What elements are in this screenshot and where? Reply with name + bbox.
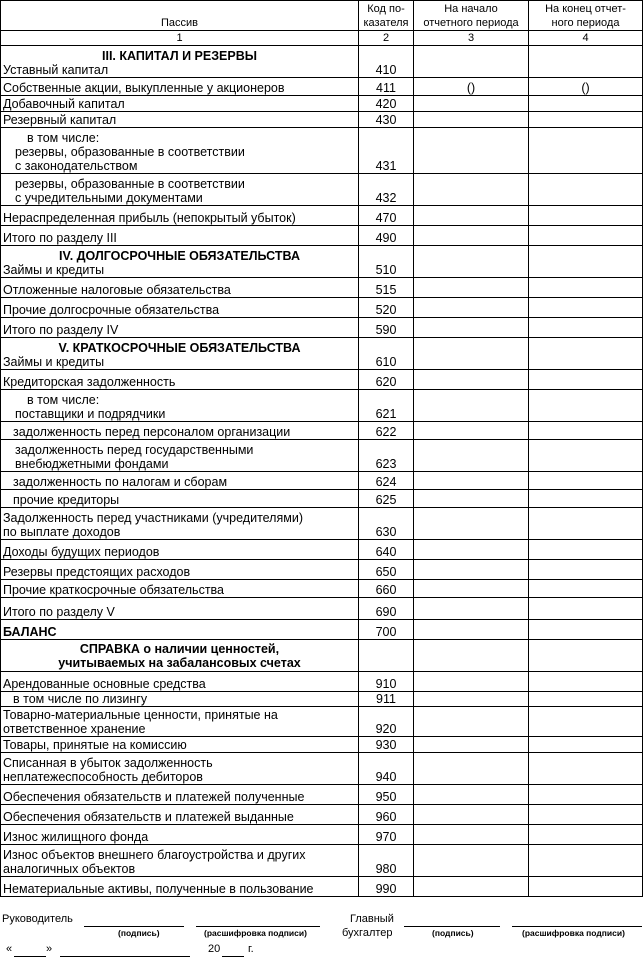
table-row-label: в том числе: резервы, образованные в соответствии с законодательством bbox=[1, 128, 359, 174]
value-cell[interactable] bbox=[529, 226, 643, 246]
value-cell[interactable] bbox=[414, 508, 529, 540]
row-code: 431 bbox=[359, 128, 414, 174]
value-cell[interactable] bbox=[529, 370, 643, 390]
table-row-label: Обеспечения обязательств и платежей выданные bbox=[1, 805, 359, 825]
value-cell[interactable] bbox=[529, 422, 643, 440]
value-cell[interactable] bbox=[414, 318, 529, 338]
value-cell[interactable] bbox=[414, 785, 529, 805]
off-balance-header: СПРАВКА о наличии ценностей, учитываемых на забалансовых счетах bbox=[1, 640, 359, 672]
row-code: 650 bbox=[359, 560, 414, 580]
value-cell[interactable] bbox=[414, 540, 529, 560]
section-title: V. КРАТКОСРОЧНЫЕ ОБЯЗАТЕЛЬСТВА bbox=[58, 341, 301, 355]
value-cell[interactable] bbox=[529, 338, 643, 370]
value-cell[interactable] bbox=[529, 246, 643, 278]
col-header-end: На конец отчет- ного периода bbox=[529, 1, 643, 31]
value-cell[interactable] bbox=[414, 206, 529, 226]
value-cell[interactable] bbox=[414, 707, 529, 737]
row-code: 411 bbox=[359, 78, 414, 96]
col-number: 2 bbox=[359, 31, 414, 46]
value-cell[interactable] bbox=[529, 278, 643, 298]
value-cell[interactable] bbox=[529, 440, 643, 472]
date-year-line[interactable] bbox=[222, 956, 244, 957]
value-cell[interactable] bbox=[529, 672, 643, 692]
value-cell[interactable] bbox=[414, 278, 529, 298]
sign-caption: (подпись) bbox=[118, 928, 160, 938]
table-row-label: задолженность по налогам и сборам bbox=[1, 472, 359, 490]
table-row-label: V. КРАТКОСРОЧНЫЕ ОБЯЗАТЕЛЬСТВА Займы и кредиты bbox=[1, 338, 359, 370]
value-cell[interactable] bbox=[529, 753, 643, 785]
value-cell[interactable] bbox=[529, 390, 643, 422]
table-row-label: Арендованные основные средства bbox=[1, 672, 359, 692]
value-cell[interactable] bbox=[414, 440, 529, 472]
chief-label-2: бухгалтер bbox=[342, 927, 393, 939]
table-row-label: в том числе: поставщики и подрядчики bbox=[1, 390, 359, 422]
row-code: 990 bbox=[359, 877, 414, 897]
section-title: III. КАПИТАЛ И РЕЗЕРВЫ bbox=[102, 49, 257, 63]
row-code: 690 bbox=[359, 598, 414, 620]
table-row-label: Износ объектов внешнего благоустройства и других аналогичных объектов bbox=[1, 845, 359, 877]
value-cell[interactable] bbox=[414, 598, 529, 620]
head-decode-line[interactable] bbox=[196, 926, 320, 927]
value-cell[interactable] bbox=[414, 246, 529, 278]
value-cell[interactable] bbox=[529, 707, 643, 737]
row-code: 624 bbox=[359, 472, 414, 490]
row-code: 625 bbox=[359, 490, 414, 508]
table-row-label: III. КАПИТАЛ И РЕЗЕРВЫ Уставный капитал bbox=[1, 46, 359, 78]
value-cell[interactable] bbox=[414, 753, 529, 785]
table-row-label: прочие кредиторы bbox=[1, 490, 359, 508]
chief-signature-line[interactable] bbox=[404, 926, 500, 927]
value-cell[interactable] bbox=[529, 845, 643, 877]
col-number: 3 bbox=[414, 31, 529, 46]
table-row-label: Резервный капитал bbox=[1, 112, 359, 128]
row-code: 700 bbox=[359, 620, 414, 640]
value-cell[interactable] bbox=[414, 370, 529, 390]
table-row-label: резервы, образованные в соответствии с учредительными документами bbox=[1, 174, 359, 206]
row-code: 432 bbox=[359, 174, 414, 206]
row-code: 410 bbox=[359, 46, 414, 78]
table-row-label: Итого по разделу IV bbox=[1, 318, 359, 338]
value-cell[interactable] bbox=[529, 580, 643, 598]
value-cell[interactable] bbox=[414, 338, 529, 370]
row-code: 950 bbox=[359, 785, 414, 805]
col-header-name: Пассив bbox=[1, 1, 359, 31]
col-header-start: На начало отчетного периода bbox=[414, 1, 529, 31]
row-code: 520 bbox=[359, 298, 414, 318]
head-signature-line[interactable] bbox=[84, 926, 184, 927]
row-code: 430 bbox=[359, 112, 414, 128]
row-code: 640 bbox=[359, 540, 414, 560]
row-code: 660 bbox=[359, 580, 414, 598]
decode-caption: (расшифровка подписи) bbox=[522, 928, 625, 938]
row-code: 940 bbox=[359, 753, 414, 785]
value-cell[interactable] bbox=[414, 226, 529, 246]
value-cell[interactable] bbox=[414, 174, 529, 206]
row-code: 911 bbox=[359, 692, 414, 707]
row-code: 970 bbox=[359, 825, 414, 845]
table-row-label: Добавочный капитал bbox=[1, 96, 359, 112]
value-cell[interactable] bbox=[414, 805, 529, 825]
row-code: 620 bbox=[359, 370, 414, 390]
value-cell[interactable] bbox=[414, 298, 529, 318]
date-day-line[interactable] bbox=[14, 956, 46, 957]
value-cell[interactable] bbox=[529, 508, 643, 540]
value-cell[interactable] bbox=[414, 620, 529, 640]
table-row-label: Обеспечения обязательств и платежей полученные bbox=[1, 785, 359, 805]
value-cell[interactable] bbox=[414, 96, 529, 112]
table-row-label: Итого по разделу III bbox=[1, 226, 359, 246]
section-title: IV. ДОЛГОСРОЧНЫЕ ОБЯЗАТЕЛЬСТВА bbox=[59, 249, 300, 263]
row-code: 910 bbox=[359, 672, 414, 692]
value-cell[interactable]: () bbox=[529, 78, 643, 96]
table-row-label: IV. ДОЛГОСРОЧНЫЕ ОБЯЗАТЕЛЬСТВА Займы и кредиты bbox=[1, 246, 359, 278]
value-cell[interactable] bbox=[414, 825, 529, 845]
table-row-label: в том числе по лизингу bbox=[1, 692, 359, 707]
value-cell[interactable] bbox=[529, 560, 643, 580]
row-code: 490 bbox=[359, 226, 414, 246]
value-cell[interactable] bbox=[529, 805, 643, 825]
table-row-label: Отложенные налоговые обязательства bbox=[1, 278, 359, 298]
value-cell[interactable] bbox=[414, 112, 529, 128]
balance-total-label: БАЛАНС bbox=[1, 620, 359, 640]
value-cell[interactable] bbox=[529, 206, 643, 226]
col-number: 1 bbox=[1, 31, 359, 46]
table-row-label: Товарно-материальные ценности, принятые на ответственное хранение bbox=[1, 707, 359, 737]
value-cell[interactable] bbox=[529, 540, 643, 560]
value-cell[interactable] bbox=[414, 422, 529, 440]
year-suffix: г. bbox=[248, 943, 254, 955]
table-row-label: Кредиторская задолженность bbox=[1, 370, 359, 390]
row-code: 960 bbox=[359, 805, 414, 825]
row-code: 622 bbox=[359, 422, 414, 440]
row-code: 610 bbox=[359, 338, 414, 370]
table-row-label: Доходы будущих периодов bbox=[1, 540, 359, 560]
table-row-label: Задолженность перед участниками (учредителями) по выплате доходов bbox=[1, 508, 359, 540]
row-code: 630 bbox=[359, 508, 414, 540]
table-row-label: Нераспределенная прибыль (непокрытый убыток) bbox=[1, 206, 359, 226]
row-code: 510 bbox=[359, 246, 414, 278]
table-row-label: Прочие долгосрочные обязательства bbox=[1, 298, 359, 318]
value-cell[interactable] bbox=[414, 845, 529, 877]
date-month-line[interactable] bbox=[60, 956, 190, 957]
value-cell[interactable] bbox=[529, 620, 643, 640]
decode-caption: (расшифровка подписи) bbox=[204, 928, 307, 938]
value-cell[interactable] bbox=[529, 737, 643, 753]
chief-label-1: Главный bbox=[350, 913, 394, 925]
value-cell[interactable] bbox=[414, 877, 529, 897]
value-cell[interactable] bbox=[414, 490, 529, 508]
head-label: Руководитель bbox=[2, 913, 73, 925]
value-cell[interactable] bbox=[529, 490, 643, 508]
value-cell[interactable] bbox=[529, 598, 643, 620]
value-cell[interactable] bbox=[414, 692, 529, 707]
table-row-label: Прочие краткосрочные обязательства bbox=[1, 580, 359, 598]
value-cell[interactable] bbox=[529, 825, 643, 845]
value-cell[interactable]: () bbox=[414, 78, 529, 96]
table-row-label: Резервы предстоящих расходов bbox=[1, 560, 359, 580]
col-number: 4 bbox=[529, 31, 643, 46]
value-cell[interactable] bbox=[414, 472, 529, 490]
value-cell[interactable] bbox=[529, 877, 643, 897]
value-cell[interactable] bbox=[414, 560, 529, 580]
table-row-label: Нематериальные активы, полученные в пользование bbox=[1, 877, 359, 897]
table-row-label: Итого по разделу V bbox=[1, 598, 359, 620]
value-cell[interactable] bbox=[529, 472, 643, 490]
table-row-label: Собственные акции, выкупленные у акционеров bbox=[1, 78, 359, 96]
value-cell[interactable] bbox=[529, 298, 643, 318]
signature-footer bbox=[0, 905, 644, 965]
table-row-label: Износ жилищного фонда bbox=[1, 825, 359, 845]
value-cell[interactable] bbox=[529, 318, 643, 338]
chief-decode-line[interactable] bbox=[512, 926, 642, 927]
row-code: 590 bbox=[359, 318, 414, 338]
value-cell[interactable] bbox=[529, 96, 643, 112]
sign-caption: (подпись) bbox=[432, 928, 474, 938]
row-code: 470 bbox=[359, 206, 414, 226]
row-code: 515 bbox=[359, 278, 414, 298]
value-cell[interactable] bbox=[414, 672, 529, 692]
value-cell[interactable] bbox=[414, 580, 529, 598]
table-row-label: задолженность перед государственными внебюджетными фондами bbox=[1, 440, 359, 472]
value-cell[interactable] bbox=[414, 128, 529, 174]
year-prefix: 20 bbox=[208, 943, 221, 955]
value-cell[interactable] bbox=[529, 785, 643, 805]
value-cell[interactable] bbox=[529, 46, 643, 78]
value-cell[interactable] bbox=[529, 128, 643, 174]
col-header-code: Код по- казателя bbox=[359, 1, 414, 31]
value-cell[interactable] bbox=[414, 390, 529, 422]
row-code: 623 bbox=[359, 440, 414, 472]
row-code: 930 bbox=[359, 737, 414, 753]
row-code: 920 bbox=[359, 707, 414, 737]
row-code: 420 bbox=[359, 96, 414, 112]
table-row-label: Товары, принятые на комиссию bbox=[1, 737, 359, 753]
table-row-label: задолженность перед персоналом организации bbox=[1, 422, 359, 440]
value-cell[interactable] bbox=[414, 46, 529, 78]
table-row-label: Списанная в убыток задолженность неплатежеспособность дебиторов bbox=[1, 753, 359, 785]
value-cell[interactable] bbox=[529, 692, 643, 707]
row-code: 980 bbox=[359, 845, 414, 877]
date-quote-close: » bbox=[46, 943, 53, 955]
value-cell[interactable] bbox=[529, 174, 643, 206]
row-code: 621 bbox=[359, 390, 414, 422]
value-cell[interactable] bbox=[529, 112, 643, 128]
date-quote-open: « bbox=[6, 943, 13, 955]
value-cell[interactable] bbox=[414, 737, 529, 753]
